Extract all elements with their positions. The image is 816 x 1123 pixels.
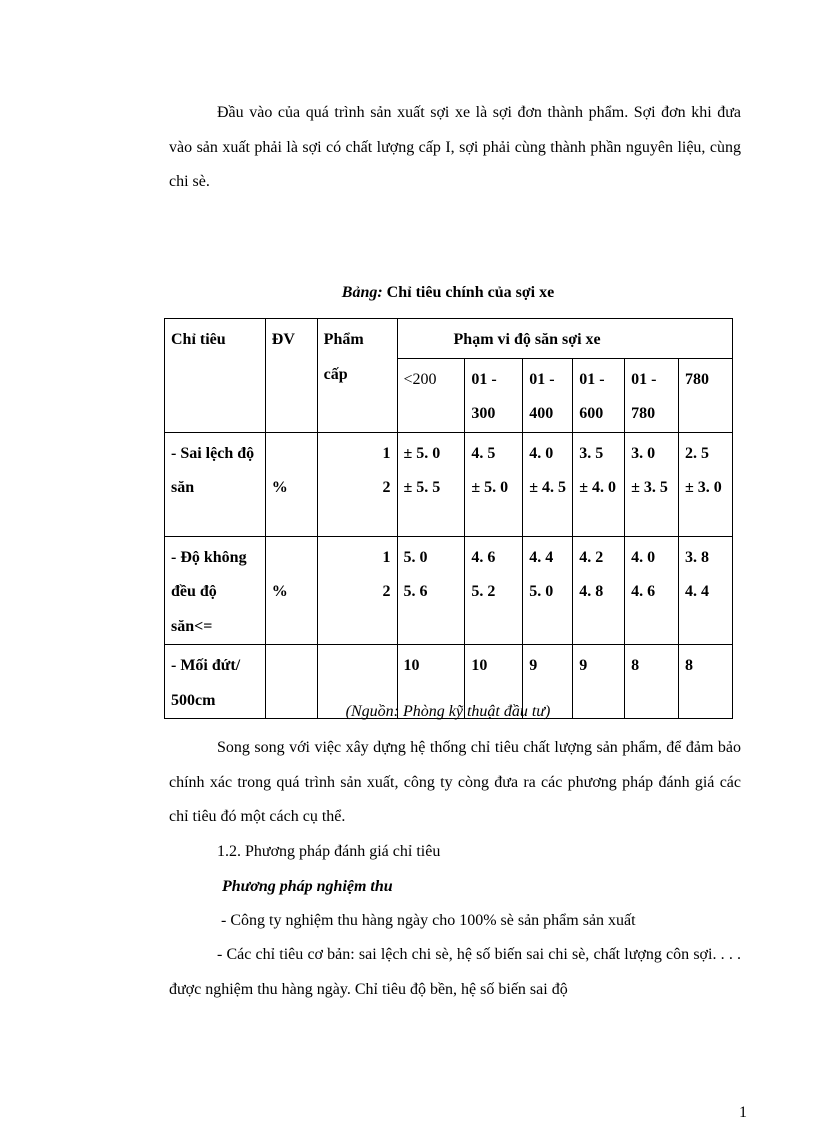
value-cell: [397, 432, 465, 536]
intro-paragraph: Đầu vào của quá trình sản xuất sợi xe là sợi đơn thành phẩm. Sợi đơn khi đưa vào sản xuất phải là sợi có chất lượng cấp I, sợi phải cùng thành phần nguyên liệu, cùng chi sè.: [169, 104, 741, 190]
value-grade-2: 5. 6: [403, 583, 428, 600]
value-grade-2: 5. 2: [471, 583, 496, 600]
row-label: - Sai lệch độ săn: [165, 432, 266, 536]
row-label: - Mối đứt/ 500cm: [165, 645, 266, 719]
value-grade-1: 4. 4: [529, 548, 554, 566]
value-cell: 9: [523, 645, 573, 719]
value-grade-2: ± 4. 0: [579, 479, 616, 496]
value-cell: [573, 536, 625, 645]
section-heading: 1.2. Phương pháp đánh giá chỉ tiêu: [217, 843, 441, 860]
row-label: - Độ không đều độ săn<=: [165, 536, 266, 645]
value-grade-1: 4. 5: [471, 444, 496, 462]
value-grade-2: 4. 4: [685, 583, 709, 600]
table-caption: [164, 284, 732, 302]
value-cell: 10: [465, 645, 523, 719]
value-cell: [625, 536, 679, 645]
value-grade-1: 3. 8: [685, 548, 709, 566]
grade-2: 2: [382, 583, 391, 600]
value-grade-2: ± 3. 5: [631, 479, 668, 496]
table-source: (Nguồn: Phòng kỹ thuật đầu tư): [345, 703, 551, 720]
header-range-1: <200: [397, 358, 465, 432]
value-cell: [523, 432, 573, 536]
value-cell: [679, 432, 733, 536]
value-grade-2: 4. 6: [631, 583, 656, 600]
row-unit: %: [265, 432, 317, 536]
header-unit: ĐV: [265, 319, 317, 433]
grade-1: 1: [382, 548, 391, 566]
row-unit: %: [265, 536, 317, 645]
value-grade-2: 5. 0: [529, 583, 554, 600]
header-range-4: 01 - 600: [573, 358, 625, 432]
value-grade-1: 3. 0: [631, 444, 656, 462]
value-cell: 10: [397, 645, 465, 719]
row-grades: [317, 536, 397, 645]
value-grade-1: ± 5. 0: [403, 444, 441, 462]
value-grade-1: 4. 0: [529, 444, 554, 462]
header-range-6: 780: [679, 358, 733, 432]
table-caption-title: Chỉ tiêu chính của sợi xe: [382, 284, 555, 301]
table-row: [165, 432, 733, 536]
value-cell: [465, 432, 523, 536]
header-range-group: Phạm vi độ săn sợi xe: [397, 319, 732, 359]
value-grade-2: ± 4. 5: [529, 479, 567, 496]
header-range-5: 01 - 780: [625, 358, 679, 432]
bullet-item: - Công ty nghiệm thu hàng ngày cho 100% sè sản phẩm sản xuất: [221, 912, 636, 929]
grade-2: 2: [382, 479, 391, 496]
value-grade-2: ± 5. 0: [471, 479, 509, 496]
value-grade-2: ± 3. 0: [685, 479, 722, 496]
value-cell: [679, 536, 733, 645]
bullet-item: - Các chỉ tiêu cơ bản: sai lệch chi sè, hệ số biến sai chi sè, chất lượng côn sợi. . . . được nghiệm thu hàng ngày. Chỉ tiêu độ bền, hệ số biến sai độ: [169, 946, 741, 998]
page-number: 1: [739, 1104, 747, 1121]
value-cell: 8: [625, 645, 679, 719]
value-cell: [465, 536, 523, 645]
value-grade-1: 3. 5: [579, 444, 604, 462]
value-cell: [397, 536, 465, 645]
value-grade-2: 4. 8: [579, 583, 604, 600]
grade-1: 1: [382, 444, 391, 462]
subheading: Phương pháp nghiệm thu: [222, 878, 393, 895]
table-caption-prefix: Bảng:: [341, 284, 383, 301]
value-grade-1: 2. 5: [685, 444, 709, 462]
twist-spec-table: [164, 318, 733, 719]
value-grade-2: ± 5. 5: [403, 479, 441, 496]
value-grade-1: 4. 2: [579, 548, 604, 566]
body-paragraph: Song song với việc xây dựng hệ thống chỉ tiêu chất lượng sản phẩm, để đảm bảo chính xác trong quá trình sản xuất, công ty còng đưa ra các phương pháp đánh giá các chỉ tiêu đó một cách cụ thể.: [169, 739, 741, 825]
value-cell: 8: [679, 645, 733, 719]
header-range-2: 01 - 300: [465, 358, 523, 432]
value-grade-1: 5. 0: [403, 548, 428, 566]
value-grade-1: 4. 6: [471, 548, 496, 566]
value-cell: [573, 432, 625, 536]
value-cell: 9: [573, 645, 625, 719]
row-grades: [317, 432, 397, 536]
value-grade-1: 4. 0: [631, 548, 656, 566]
value-cell: [523, 536, 573, 645]
header-indicator: Chỉ tiêu: [165, 319, 266, 433]
header-range-3: 01 - 400: [523, 358, 573, 432]
header-grade: Phẩm cấp: [317, 319, 397, 433]
value-cell: [625, 432, 679, 536]
table-row: [165, 536, 733, 645]
